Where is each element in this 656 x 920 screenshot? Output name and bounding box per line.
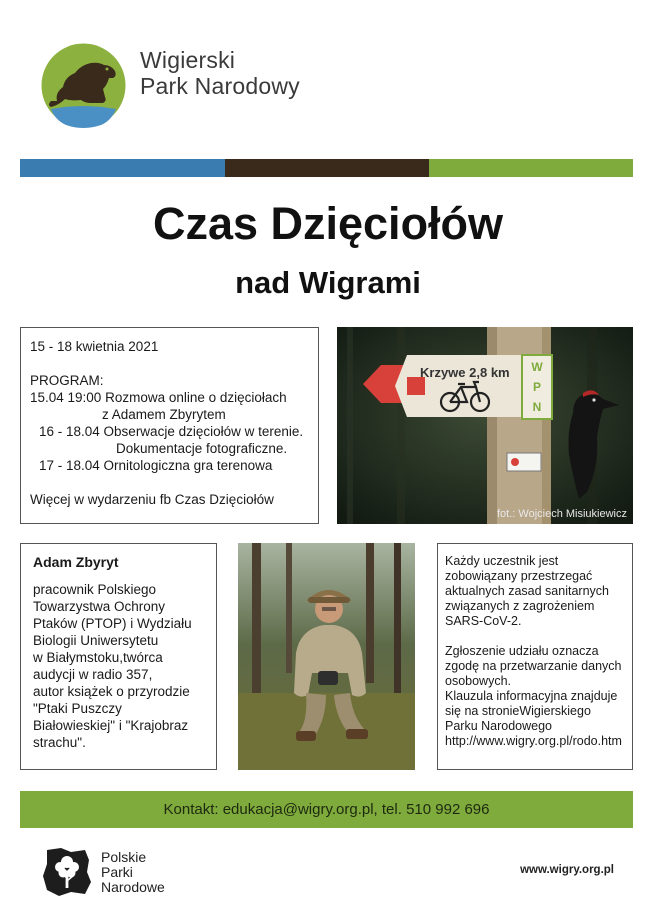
polish-national-parks-logo-icon xyxy=(41,846,93,898)
sign-text: Krzywe 2,8 km xyxy=(420,365,510,380)
rules-line: Klauzula informacyjna znajduje xyxy=(445,689,618,703)
page-subtitle: nad Wigrami xyxy=(235,265,421,300)
more-info-link: Więcej w wydarzeniu fb Czas Dzięciołów xyxy=(30,492,274,507)
rules-line: aktualnych zasad sanitarnych xyxy=(445,584,609,598)
bio-line: Ptaków (PTOP) i Wydziału xyxy=(33,616,192,631)
rules-line: związanych z zagrożeniem xyxy=(445,599,595,613)
program-item: 16 - 18.04 Obserwacje dzięciołów w terenie. xyxy=(39,424,304,439)
contact-bar[interactable]: Kontakt: edukacja@wigry.org.pl, tel. 510 992 696 xyxy=(20,791,633,828)
page-title: Czas Dzięciołów xyxy=(152,198,504,249)
speaker-bio-box xyxy=(20,543,217,770)
rodo-link[interactable]: http://www.wigry.org.pl/rodo.htm xyxy=(445,734,622,748)
rules-line: zgodę na przetwarzanie danych xyxy=(445,659,622,673)
rules-box xyxy=(437,543,633,770)
speaker-photo xyxy=(238,543,415,770)
ppn-name xyxy=(101,850,165,895)
program-item: Dokumentacje fotograficzne. xyxy=(116,441,288,456)
program-box xyxy=(20,327,319,524)
org-name-line1: Wigierski xyxy=(140,47,236,73)
bio-line: strachu". xyxy=(33,735,86,750)
rules-line: Parku Narodowego xyxy=(445,719,553,733)
rules-line: Zgłoszenie udziału oznacza xyxy=(445,644,599,658)
rules-line: SARS-CoV-2. xyxy=(445,614,522,628)
website-link[interactable]: www.wigry.org.pl xyxy=(520,864,614,876)
rules-line: osobowych. xyxy=(445,674,512,688)
trail-sign-photo xyxy=(337,327,633,524)
bio-line: autor książek o przyrodzie xyxy=(33,684,190,699)
bio-line: pracownik Polskiego xyxy=(33,582,157,597)
rules-line: zobowiązany przestrzegać xyxy=(445,569,593,583)
program-item: 17 - 18.04 Ornitologiczna gra terenowa xyxy=(39,458,273,473)
wpn-letter: N xyxy=(532,400,542,414)
bio-line: audycji w radio 357, xyxy=(33,667,153,682)
beaver-logo-icon xyxy=(41,43,126,128)
bio-line: "Ptaki Puszczy xyxy=(33,701,122,716)
rules-line: Każdy uczestnik jest xyxy=(445,554,559,568)
bio-line: Towarzystwa Ochrony xyxy=(33,599,166,614)
ppn-name-line: Parki xyxy=(101,864,133,880)
wpn-letter: P xyxy=(532,380,542,394)
rules-line: się na stronieWigierskiego xyxy=(445,704,591,718)
bio-line: Białowieskiej" i "Krajobraz xyxy=(33,718,189,733)
photo-credit: fot.: Wojciech Misiukiewicz xyxy=(497,508,627,520)
stripe-blue xyxy=(20,159,225,177)
program-heading: PROGRAM: xyxy=(30,373,104,388)
bio-line: Biologii Uniwersytetu xyxy=(33,633,159,648)
stripe-green xyxy=(429,159,633,177)
org-name xyxy=(140,47,300,99)
bio-line: w Białymstoku,twórca xyxy=(33,650,163,665)
program-item: 15.04 19:00 Rozmowa online o dzięciołach xyxy=(30,390,287,405)
org-name-line2: Park Narodowy xyxy=(140,73,300,99)
program-item: z Adamem Zbyrytem xyxy=(102,407,226,422)
speaker-name: Adam Zbyryt xyxy=(33,554,119,570)
event-dates: 15 - 18 kwietnia 2021 xyxy=(30,339,159,354)
stripe-brown xyxy=(225,159,429,177)
ppn-name-line: Narodowe xyxy=(101,879,165,895)
ppn-name-line: Polskie xyxy=(101,849,147,865)
wpn-letter: W xyxy=(531,360,543,374)
